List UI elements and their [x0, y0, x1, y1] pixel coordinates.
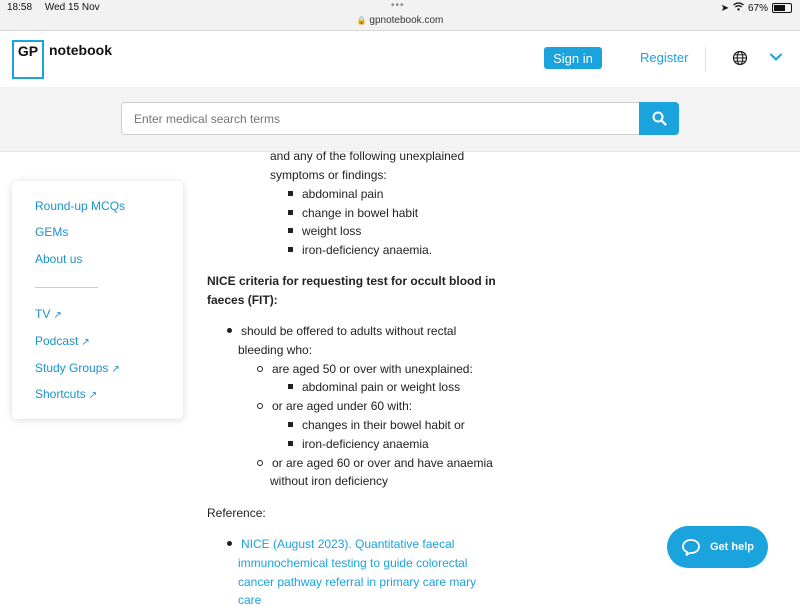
- list-item: weight loss: [288, 224, 361, 238]
- external-link-icon: ↗: [111, 364, 120, 375]
- sidebar-item-label: TV: [35, 307, 51, 321]
- text-line: bleeding who:: [238, 343, 313, 357]
- header-divider: [705, 47, 706, 71]
- sidebar-item-label: GEMs: [35, 225, 69, 239]
- list-item: abdominal pain: [288, 187, 383, 201]
- list-item: should be offered to adults without rectal: [227, 324, 456, 338]
- get-help-label: Get help: [710, 541, 755, 553]
- section-heading: faeces (FIT):: [207, 293, 278, 307]
- search-icon: [652, 111, 667, 126]
- sidebar-item-round-up-mcqs[interactable]: [35, 199, 125, 213]
- url-text: gpnotebook.com: [369, 15, 444, 26]
- location-icon: ➤: [720, 2, 729, 14]
- register-link[interactable]: Register: [640, 50, 689, 65]
- status-time: 18:58: [7, 2, 33, 13]
- sidebar-item-about-us[interactable]: [35, 252, 82, 266]
- list-item: changes in their bowel habit or: [288, 418, 465, 432]
- reference-item[interactable]: [227, 537, 454, 551]
- text-line: symptoms or findings:: [270, 168, 387, 182]
- sidebar-item-label: Shortcuts: [35, 387, 86, 401]
- sidebar-item-label: About us: [35, 252, 83, 266]
- external-link-icon: ↗: [88, 390, 98, 401]
- status-date: Wed 15 Nov: [44, 2, 100, 13]
- list-item: iron-deficiency anaemia: [288, 437, 429, 451]
- reference-link[interactable]: cancer pathway referral in primary care mary: [238, 575, 477, 589]
- external-link-icon: ↗: [81, 337, 90, 348]
- sidebar-nav: [12, 181, 183, 419]
- sidebar-item-label: Round-up MCQs: [35, 199, 126, 213]
- search-button[interactable]: [639, 102, 679, 135]
- list-item: or are aged under 60 with:: [257, 399, 412, 413]
- sidebar-item-gems[interactable]: [35, 225, 68, 239]
- list-item: iron-deficiency anaemia.: [288, 243, 432, 257]
- battery-text: 67%: [747, 2, 768, 14]
- reference-link[interactable]: NICE (August 2023). Quantitative faecal: [241, 537, 455, 551]
- status-right: [721, 2, 792, 14]
- section-heading: NICE criteria for requesting test for occult blood in: [207, 274, 496, 288]
- status-left: [7, 2, 110, 13]
- lock-icon: 🔒: [356, 16, 367, 25]
- more-dots-icon[interactable]: •••: [391, 0, 405, 11]
- chat-bubble-icon: [681, 538, 701, 556]
- logo-box: GP: [12, 40, 44, 79]
- text-line: and any of the following unexplained: [270, 149, 465, 163]
- sidebar-item-label: Study Groups: [35, 361, 109, 375]
- search-bar: [0, 87, 800, 152]
- list-item: or are aged 60 or over and have anaemia: [257, 456, 493, 470]
- reference-heading: Reference:: [207, 506, 266, 520]
- sidebar-item-shortcuts[interactable]: [35, 387, 97, 401]
- logo[interactable]: [12, 40, 112, 79]
- sign-in-button[interactable]: Sign in: [544, 47, 602, 69]
- list-item: abdominal pain or weight loss: [288, 380, 460, 394]
- wifi-icon: [733, 2, 744, 14]
- get-help-button[interactable]: [667, 526, 768, 568]
- external-link-icon: ↗: [53, 310, 62, 321]
- globe-icon[interactable]: [732, 50, 748, 66]
- reference-link[interactable]: care: [238, 593, 262, 607]
- sidebar-divider: [35, 287, 98, 288]
- sidebar-item-tv[interactable]: [35, 307, 62, 321]
- battery-icon: [772, 3, 792, 13]
- sidebar-item-label: Podcast: [35, 334, 79, 348]
- list-item: are aged 50 or over with unexplained:: [257, 362, 473, 376]
- sidebar-item-podcast[interactable]: [35, 334, 90, 348]
- url-bar[interactable]: [0, 15, 800, 26]
- list-item: change in bowel habit: [288, 206, 418, 220]
- search-input[interactable]: [121, 102, 639, 135]
- sidebar-item-study-groups[interactable]: [35, 361, 120, 375]
- status-bar: [0, 0, 800, 31]
- chevron-down-icon[interactable]: [768, 49, 784, 65]
- site-header: [0, 31, 800, 87]
- logo-text: notebook: [49, 42, 112, 58]
- text-line: without iron deficiency: [270, 474, 389, 488]
- reference-link[interactable]: immunochemical testing to guide colorectal: [238, 556, 468, 570]
